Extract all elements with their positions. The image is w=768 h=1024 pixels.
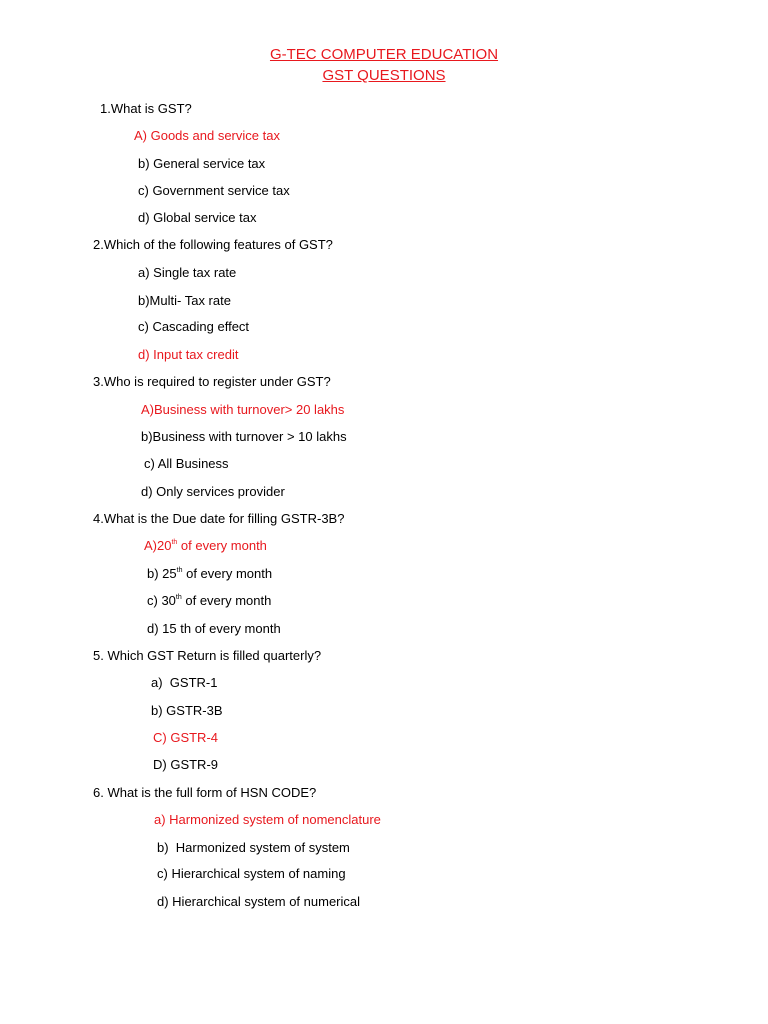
q6-option-d: d) Hierarchical system of numerical [157,894,361,909]
q4-option-c [147,593,271,609]
q4b-text: b) 25 [147,566,177,581]
question-1: 1.What is GST? [100,101,192,116]
q4b-text-rest: of every month [182,566,273,581]
question-3: 3.Who is required to register under GST? [93,374,331,389]
q1-option-b: b) General service tax [138,156,266,171]
question-5: 5. Which GST Return is filled quarterly? [93,648,322,663]
q4-option-a-answer [144,538,267,554]
question-6: 6. What is the full form of HSN CODE? [93,785,317,800]
q3-option-d: d) Only services provider [141,484,285,499]
document-title: G-TEC COMPUTER EDUCATION [269,46,499,63]
q5-option-a: a) GSTR-1 [151,675,218,690]
question-2: 2.Which of the following features of GST? [93,237,333,252]
q1-option-d: d) Global service tax [138,210,257,225]
q4c-text: c) 30 [147,593,176,608]
q4b-suffix: th [176,567,183,574]
q1-option-c: c) Government service tax [138,183,290,198]
q4a-suffix: th [171,539,178,546]
question-4: 4.What is the Due date for filling GSTR-3B? [93,511,345,526]
q5-option-d: D) GSTR-9 [153,757,218,772]
q2-option-a: a) Single tax rate [138,265,237,280]
q4a-text-rest: of every month [177,538,267,553]
q6-option-c: c) Hierarchical system of naming [157,866,346,881]
q2-option-b: b)Multi- Tax rate [138,293,231,308]
q5-option-b: b) GSTR-3B [151,703,223,718]
q4-option-b [147,566,272,582]
q3-option-c: c) All Business [144,456,229,471]
q3-option-a-answer: A)Business with turnover> 20 lakhs [141,402,345,417]
q6-option-b: b) Harmonized system of system [157,840,350,855]
document-header [0,44,768,86]
q2-option-c: c) Cascading effect [138,319,250,334]
q5-option-c-answer: C) GSTR-4 [153,730,218,745]
q4c-text-rest: of every month [181,593,272,608]
q1-option-a-answer: A) Goods and service tax [134,128,280,143]
document-subtitle: GST QUESTIONS [322,67,446,84]
q6-option-a-answer: a) Harmonized system of nomenclature [154,812,381,827]
q4c-suffix: th [175,594,182,601]
q4-option-d: d) 15 th of every month [147,621,281,636]
q2-option-d-answer: d) Input tax credit [138,347,239,362]
q4a-text: A)20 [144,538,172,553]
q3-option-b: b)Business with turnover > 10 lakhs [141,429,347,444]
